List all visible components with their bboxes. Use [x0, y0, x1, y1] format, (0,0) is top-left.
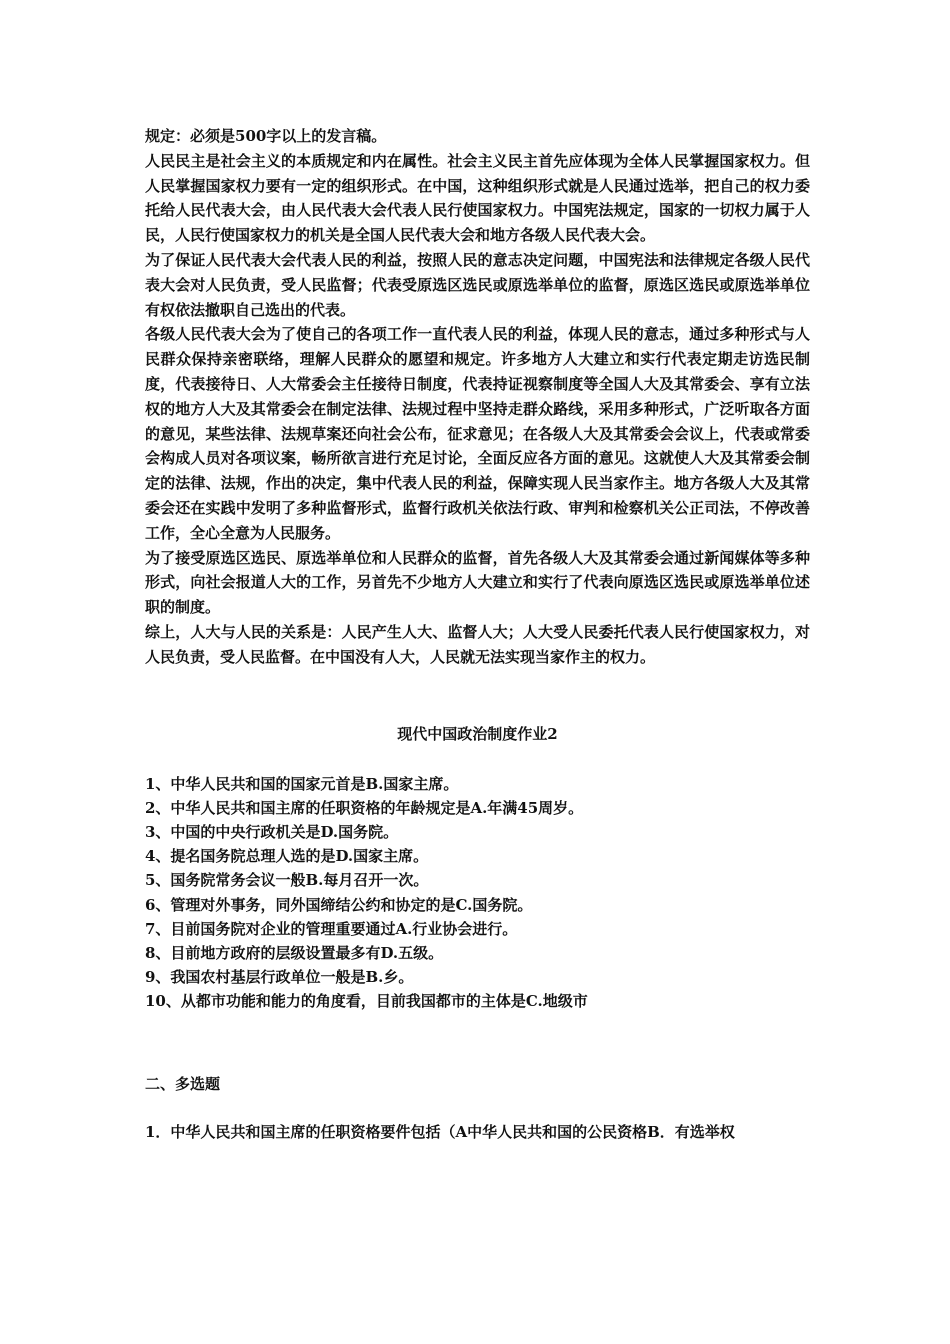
intro-paragraph: 各级人民代表大会为了使自己的各项工作一直代表人民的利益，体现人民的意志，通过多种形式与人民群众保持亲密联络，理解人民群众的愿望和规定。许多地方人大建立和实行代表定期走访选民制度，代表接待日、人大常委会主任接待日制度，代表持证视察制度等全国人大及其常委会、享有立法权的地方人大及其常委会在制定法律、法规过程中坚持走群众路线，采用多种形式，广泛听取各方面的意见，某些法律、法规草案还向社会公布，征求意见；在各级人大及其常委会会议上，代表或常委会构成人员对各项议案，畅所欲言进行充足讨论，全面反应各方面的意见。这就使人大及其常委会制定的法律、法规，作出的决定，集中代表人民的利益，保障实现人民当家作主。地方各级人大及其常委会还在实践中发明了多种监督形式，监督行政机关依法行政、审判和检察机关公正司法，不停改善工作，全心全意为人民服务。 — [145, 325, 810, 542]
list-item: 3、中国的中央行政机关是D.国务院。 — [145, 822, 399, 841]
list-item: 6、管理对外事务，同外国缔结公约和协定的是C.国务院。 — [145, 895, 533, 914]
list-item: 5、国务院常务会议一般B.每月召开一次。 — [145, 871, 429, 890]
intro-paragraph: 综上，人大与人民的关系是：人民产生人大、监督人大；人大受人民委托代表人民行使国家权力，对人民负责，受人民监督。在中国没有人大，人民就无法实现当家作主的权力。 — [145, 622, 810, 666]
list-item: 9、我国农村基层行政单位一般是B.乡。 — [145, 968, 414, 987]
intro-paragraph: 人民民主是社会主义的本质规定和内在属性。社会主义民主首先应体现为全体人民掌握国家权力。但人民掌握国家权力要有一定的组织形式。在中国，这种组织形式就是人民通过选举，把自己的权力委托给人民代表大会，由人民代表大会代表人民行使国家权力。中国宪法规定，国家的一切权力属于人民，人民行使国家权力的机关是全国人民代表大会和地方各级人民代表大会。 — [145, 151, 810, 245]
assignment-title: 现代中国政治制度作业2 — [397, 724, 558, 743]
list-item: 4、提名国务院总理人选的是D.国家主席。 — [145, 847, 429, 866]
section-heading-multi-choice: 二、多选题 — [145, 1074, 221, 1093]
list-item: 1、中华人民共和国的国家元首是B.国家主席。 — [145, 774, 459, 793]
intro-paragraph: 为了接受原选区选民、原选举单位和人民群众的监督，首先各级人大及其常委会通过新闻媒体等多种形式，向社会报道人大的工作，另首先不少地方人大建立和实行了代表向原选区选民或原选举单位述职的制度。 — [145, 548, 810, 617]
list-item: 8、目前地方政府的层级设置最多有D.五级。 — [145, 943, 444, 962]
list-item: 2、中华人民共和国主席的任职资格的年龄规定是A.年满45周岁。 — [145, 798, 584, 817]
intro-rule: 规定：必须是500字以上的发言稿。 — [145, 127, 387, 145]
list-item: 10、从都市功能和能力的角度看，目前我国都市的主体是C.地级市 — [145, 992, 588, 1011]
single-choice-list — [145, 772, 810, 1014]
list-item: 7、目前国务院对企业的管理重要通过A.行业协会进行。 — [145, 919, 518, 938]
intro-paragraph: 为了保证人民代表大会代表人民的利益，按照人民的意志决定问题，中国宪法和法律规定各级人民代表大会对人民负责，受人民监督；代表受原选区选民或原选举单位的监督，原选区选民或原选举单位有权依法撤职自己选出的代表。 — [145, 250, 810, 319]
document-page — [145, 124, 810, 1144]
multi-choice-question: 1．中华人民共和国主席的任职资格要件包括（A中华人民共和国的公民资格B．有选举权 — [145, 1122, 735, 1141]
